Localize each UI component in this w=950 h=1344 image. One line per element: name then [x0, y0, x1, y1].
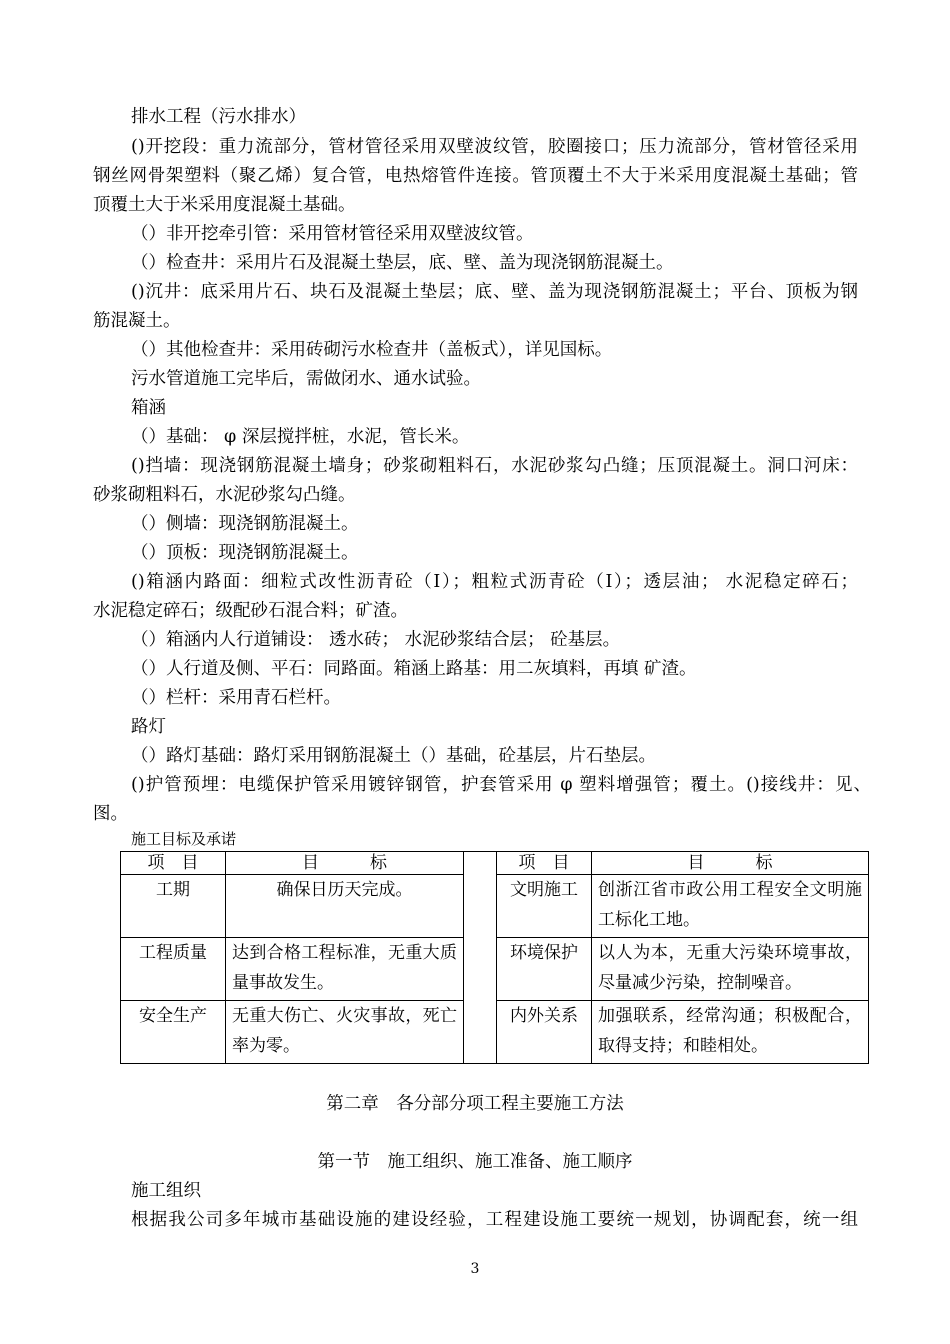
header-cell: 目 标 — [592, 852, 869, 875]
heading-street-lighting: 路灯 — [131, 717, 166, 737]
paragraph-line: （）非开挖牵引管：采用管材管径采用双壁波纹管。 — [131, 224, 534, 244]
header-cell: 项 目 — [121, 852, 226, 875]
paragraph-line: （）其他检查井：采用砖砌污水检查井（盖板式），详见国标。 — [131, 340, 613, 360]
paragraph-line: 根据我公司多年城市基础设施的建设经验，工程建设施工要统一规划，协调配套，统一组 — [131, 1210, 858, 1230]
paragraph-line: （）顶板：现浇钢筋混凝土。 — [131, 543, 359, 563]
paragraph-line: ()开挖段：重力流部分，管材管径采用双壁波纹管，胶圈接口；压力流部分，管材管径采用 — [131, 137, 858, 157]
paragraph-line: 钢丝网骨架塑料（聚乙烯）复合管，电热熔管件连接。管顶覆土不大于米采用度混凝土基础；管 — [93, 166, 858, 186]
heading-drainage: 排水工程（污水排水） — [131, 107, 306, 127]
table-caption: 施工目标及承诺 — [131, 830, 237, 848]
paragraph-line: ()沉井：底采用片石、块石及混凝土垫层；底、壁、盖为现浇钢筋混凝土；平台、顶板为钢 — [131, 282, 858, 302]
paragraph-line: 筋混凝土。 — [93, 311, 181, 331]
header-cell: 项 目 — [497, 852, 592, 875]
table-header-row — [121, 852, 869, 875]
paragraph-line: （）栏杆：采用青石栏杆。 — [131, 688, 341, 708]
paragraph-line: （）基础： φ 深层搅拌桩，水泥，管长米。 — [131, 427, 470, 447]
item-cell: 环境保护 — [497, 938, 592, 1001]
paragraph-line: （）侧墙：现浇钢筋混凝土。 — [131, 514, 359, 534]
paragraph-line: （）检查井：采用片石及混凝土垫层，底、壁、盖为现浇钢筋混凝土。 — [131, 253, 674, 273]
paragraph-line: 顶覆土大于米采用度混凝土基础。 — [93, 195, 356, 215]
goals-table — [120, 851, 869, 1064]
paragraph-line: （）箱涵内人行道铺设： 透水砖； 水泥砂浆结合层； 砼基层。 — [131, 630, 621, 650]
goal-cell: 确保日历天完成。 — [226, 875, 464, 938]
paragraph-line: ()挡墙：现浇钢筋混凝土墙身；砂浆砌粗料石，水泥砂浆勾凸缝；压顶混凝土。洞口河床： — [131, 456, 858, 476]
goal-cell: 以人为本，无重大污染环境事故，尽量减少污染，控制噪音。 — [592, 938, 869, 1001]
paragraph-line: 砂浆砌粗料石，水泥砂浆勾凸缝。 — [93, 485, 356, 505]
item-cell: 工期 — [121, 875, 226, 938]
chapter-title: 第二章 各分部分项工程主要施工方法 — [326, 1094, 624, 1114]
goal-cell: 加强联系，经常沟通；积极配合，取得支持；和睦相处。 — [592, 1001, 869, 1064]
section-title: 第一节 施工组织、施工准备、施工顺序 — [317, 1152, 633, 1172]
item-cell: 工程质量 — [121, 938, 226, 1001]
page-number: 3 — [470, 1261, 480, 1277]
item-cell: 内外关系 — [497, 1001, 592, 1064]
paragraph-line: 图。 — [93, 804, 128, 824]
paragraph-line: 污水管道施工完毕后，需做闭水、通水试验。 — [131, 369, 481, 389]
item-cell: 安全生产 — [121, 1001, 226, 1064]
paragraph-line: ()箱涵内路面：细粒式改性沥青砼（Ⅰ）；粗粒式沥青砼（Ⅰ）；透层油； 水泥稳定碎石； — [131, 572, 858, 592]
goal-cell: 创浙江省市政公用工程安全文明施工标化工地。 — [592, 875, 869, 938]
paragraph-line: （）路灯基础：路灯采用钢筋混凝土（）基础，砼基层，片石垫层。 — [131, 746, 656, 766]
paragraph-line: 水泥稳定碎石；级配砂石混合料；矿渣。 — [93, 601, 408, 621]
paragraph-line: （）人行道及侧、平石：同路面。箱涵上路基：用二灰填料，再填 矿渣。 — [131, 659, 697, 679]
paragraph-line: ()护管预埋：电缆保护管采用镀锌钢管，护套管采用 φ 塑料增强管；覆土。()接线井：见、 — [131, 775, 871, 795]
goal-cell: 达到合格工程标准，无重大质量事故发生。 — [226, 938, 464, 1001]
heading-box-culvert: 箱涵 — [131, 398, 166, 418]
goal-cell: 无重大伤亡、火灾事故，死亡率为零。 — [226, 1001, 464, 1064]
item-cell: 文明施工 — [497, 875, 592, 938]
subheading-construction-organization: 施工组织 — [131, 1181, 201, 1201]
table-divider-column — [464, 852, 497, 1064]
header-cell: 目 标 — [226, 852, 464, 875]
